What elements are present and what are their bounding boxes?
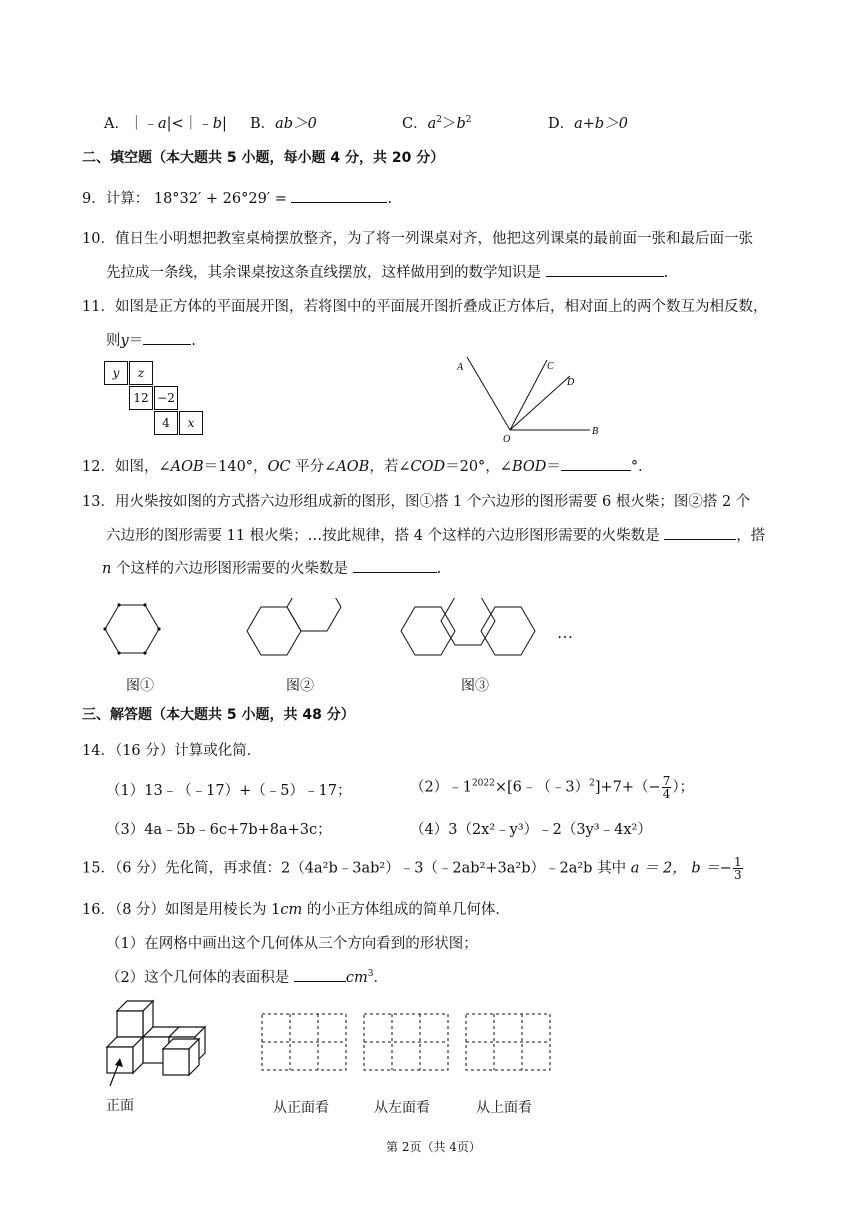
net-cell-neg2: −2 — [154, 386, 178, 410]
hexagon-figures — [95, 598, 575, 666]
q14-part2: $(2)﹣1^{2022}\times[6﹣(﹣3)^2]+7+(-$ $\frac{7}{4}$ ）； — [410, 774, 695, 801]
cubes-figure — [100, 998, 224, 1094]
q9: 9．计算： 18°32′ + 26°29′ = . — [82, 187, 392, 208]
q9-blank[interactable] — [291, 188, 387, 203]
fig3-caption: 图③ — [461, 678, 489, 694]
grid-top — [466, 1014, 550, 1070]
q14-fraction: $\frac{7}{4}$ — [662, 774, 671, 801]
q13-blank-1[interactable] — [664, 525, 736, 540]
q12-blank[interactable] — [561, 456, 631, 471]
q13-line3: n 个这样的六边形图形需要的火柴数是 . — [102, 557, 441, 578]
q10-line1: 10．值日生小明想把教室桌椅摆放整齐，为了将一列课桌对齐，他把这列课桌的最前面一张和最后面一张 — [82, 231, 753, 247]
page-footer: 第 2页（共 4页） — [386, 1140, 481, 1154]
fig2-caption: 图② — [286, 678, 314, 694]
net-cell-x: x — [179, 411, 203, 435]
label-B: B — [592, 426, 599, 437]
q9-expr: 18°32′ + 26°29′ = — [153, 191, 287, 207]
hexagon-ellipsis: … — [557, 625, 573, 642]
label-D: D — [567, 377, 575, 388]
q10-blank[interactable] — [546, 262, 664, 277]
q12: 12．如图，∠AOB＝140°，OC 平分∠AOB，若∠COD＝20°，∠BOD＝ °． — [82, 455, 653, 476]
label-O: O — [503, 434, 511, 445]
q14-part4: （4）3（2x²﹣y³）﹣2（3y³﹣4x²） — [410, 822, 652, 838]
net-cell-y: y — [104, 361, 128, 385]
label-A: A — [457, 362, 464, 373]
hexagon-fig2 — [247, 598, 341, 655]
q16: 16．（8 分）如图是用棱长为 1cm 的小正方体组成的简单几何体． — [82, 902, 510, 918]
q14: 14．（16 分）计算或化简． — [82, 743, 262, 759]
view-top-label: 从上面看 — [476, 1100, 532, 1116]
q11-line2: 则y＝ . — [106, 329, 196, 350]
q14-part1: （1）13﹣（﹣17）+（﹣5）﹣17； — [106, 783, 352, 799]
q11-blank[interactable] — [143, 330, 191, 345]
option-b-expr: ab＞0 — [275, 116, 317, 132]
section2-heading: 二、填空题（本大题共 5 小题，每小题 4 分，共 20 分） — [82, 150, 445, 166]
q13-line1: 13．用火柴按如图的方式搭六边形组成新的图形，图①搭 1 个六边形的图形需要 6 根火柴；图②搭 2 个 — [82, 494, 751, 510]
q15-fraction: $\frac{1}{3}$ — [733, 855, 742, 882]
net-cell-z: z — [129, 361, 153, 385]
q15: 15．（6 分）先化简，再求值：2（4a²b﹣3ab²）﹣3（﹣2ab²+3a²b）﹣2a²b 其中 a ＝ 2， b ＝− $\frac{1}{3}$ — [82, 855, 742, 882]
q16-blank[interactable] — [294, 967, 346, 982]
option-c: C．$a^2>b^2$ — [402, 115, 472, 132]
angle-figure — [450, 352, 610, 446]
q11-line1: 11．如图是正方体的平面展开图，若将图中的平面展开图折叠成正方体后，相对面上的两个数互为相反数， — [82, 299, 768, 315]
label-C: C — [547, 361, 554, 372]
q16-part1: （1）在网格中画出这个几何体从三个方向看到的形状图； — [106, 936, 478, 952]
view-grids — [260, 1012, 560, 1076]
option-a: A．｜﹣a|<｜﹣b| — [104, 116, 227, 132]
option-d: D．a+b＞0 — [548, 116, 628, 132]
fig1-caption: 图① — [126, 678, 154, 694]
view-front-label: 从正面看 — [273, 1100, 329, 1116]
option-d-expr: a+b＞0 — [574, 116, 628, 132]
q13-line2: 六边形的图形需要 11 根火柴；…按此规律，搭 4 个这样的六边形图形需要的火柴数是 ，搭 — [106, 524, 765, 545]
view-left-label: 从左面看 — [374, 1100, 430, 1116]
option-b: B．ab＞0 — [250, 116, 317, 132]
hexagon-fig1 — [105, 605, 159, 653]
grid-left — [364, 1014, 448, 1070]
section3-heading: 三、解答题（本大题共 5 小题，共 48 分） — [82, 707, 355, 723]
hexagon-fig3 — [401, 598, 535, 655]
front-label: 正面 — [106, 1098, 134, 1114]
q14-part3: （3）4a﹣5b﹣6c+7b+8a+3c； — [106, 822, 332, 838]
grid-front — [262, 1014, 346, 1070]
q16-part2: （2）这个几何体的表面积是 $cm^3$． — [106, 966, 388, 987]
q13-blank-2[interactable] — [353, 558, 437, 573]
q10-line2: 先拉成一条线，其余课桌按这条直线摆放，这样做用到的数学知识是 . — [106, 261, 668, 282]
net-cell-4: 4 — [154, 411, 178, 435]
net-cell-12: 12 — [129, 386, 153, 410]
